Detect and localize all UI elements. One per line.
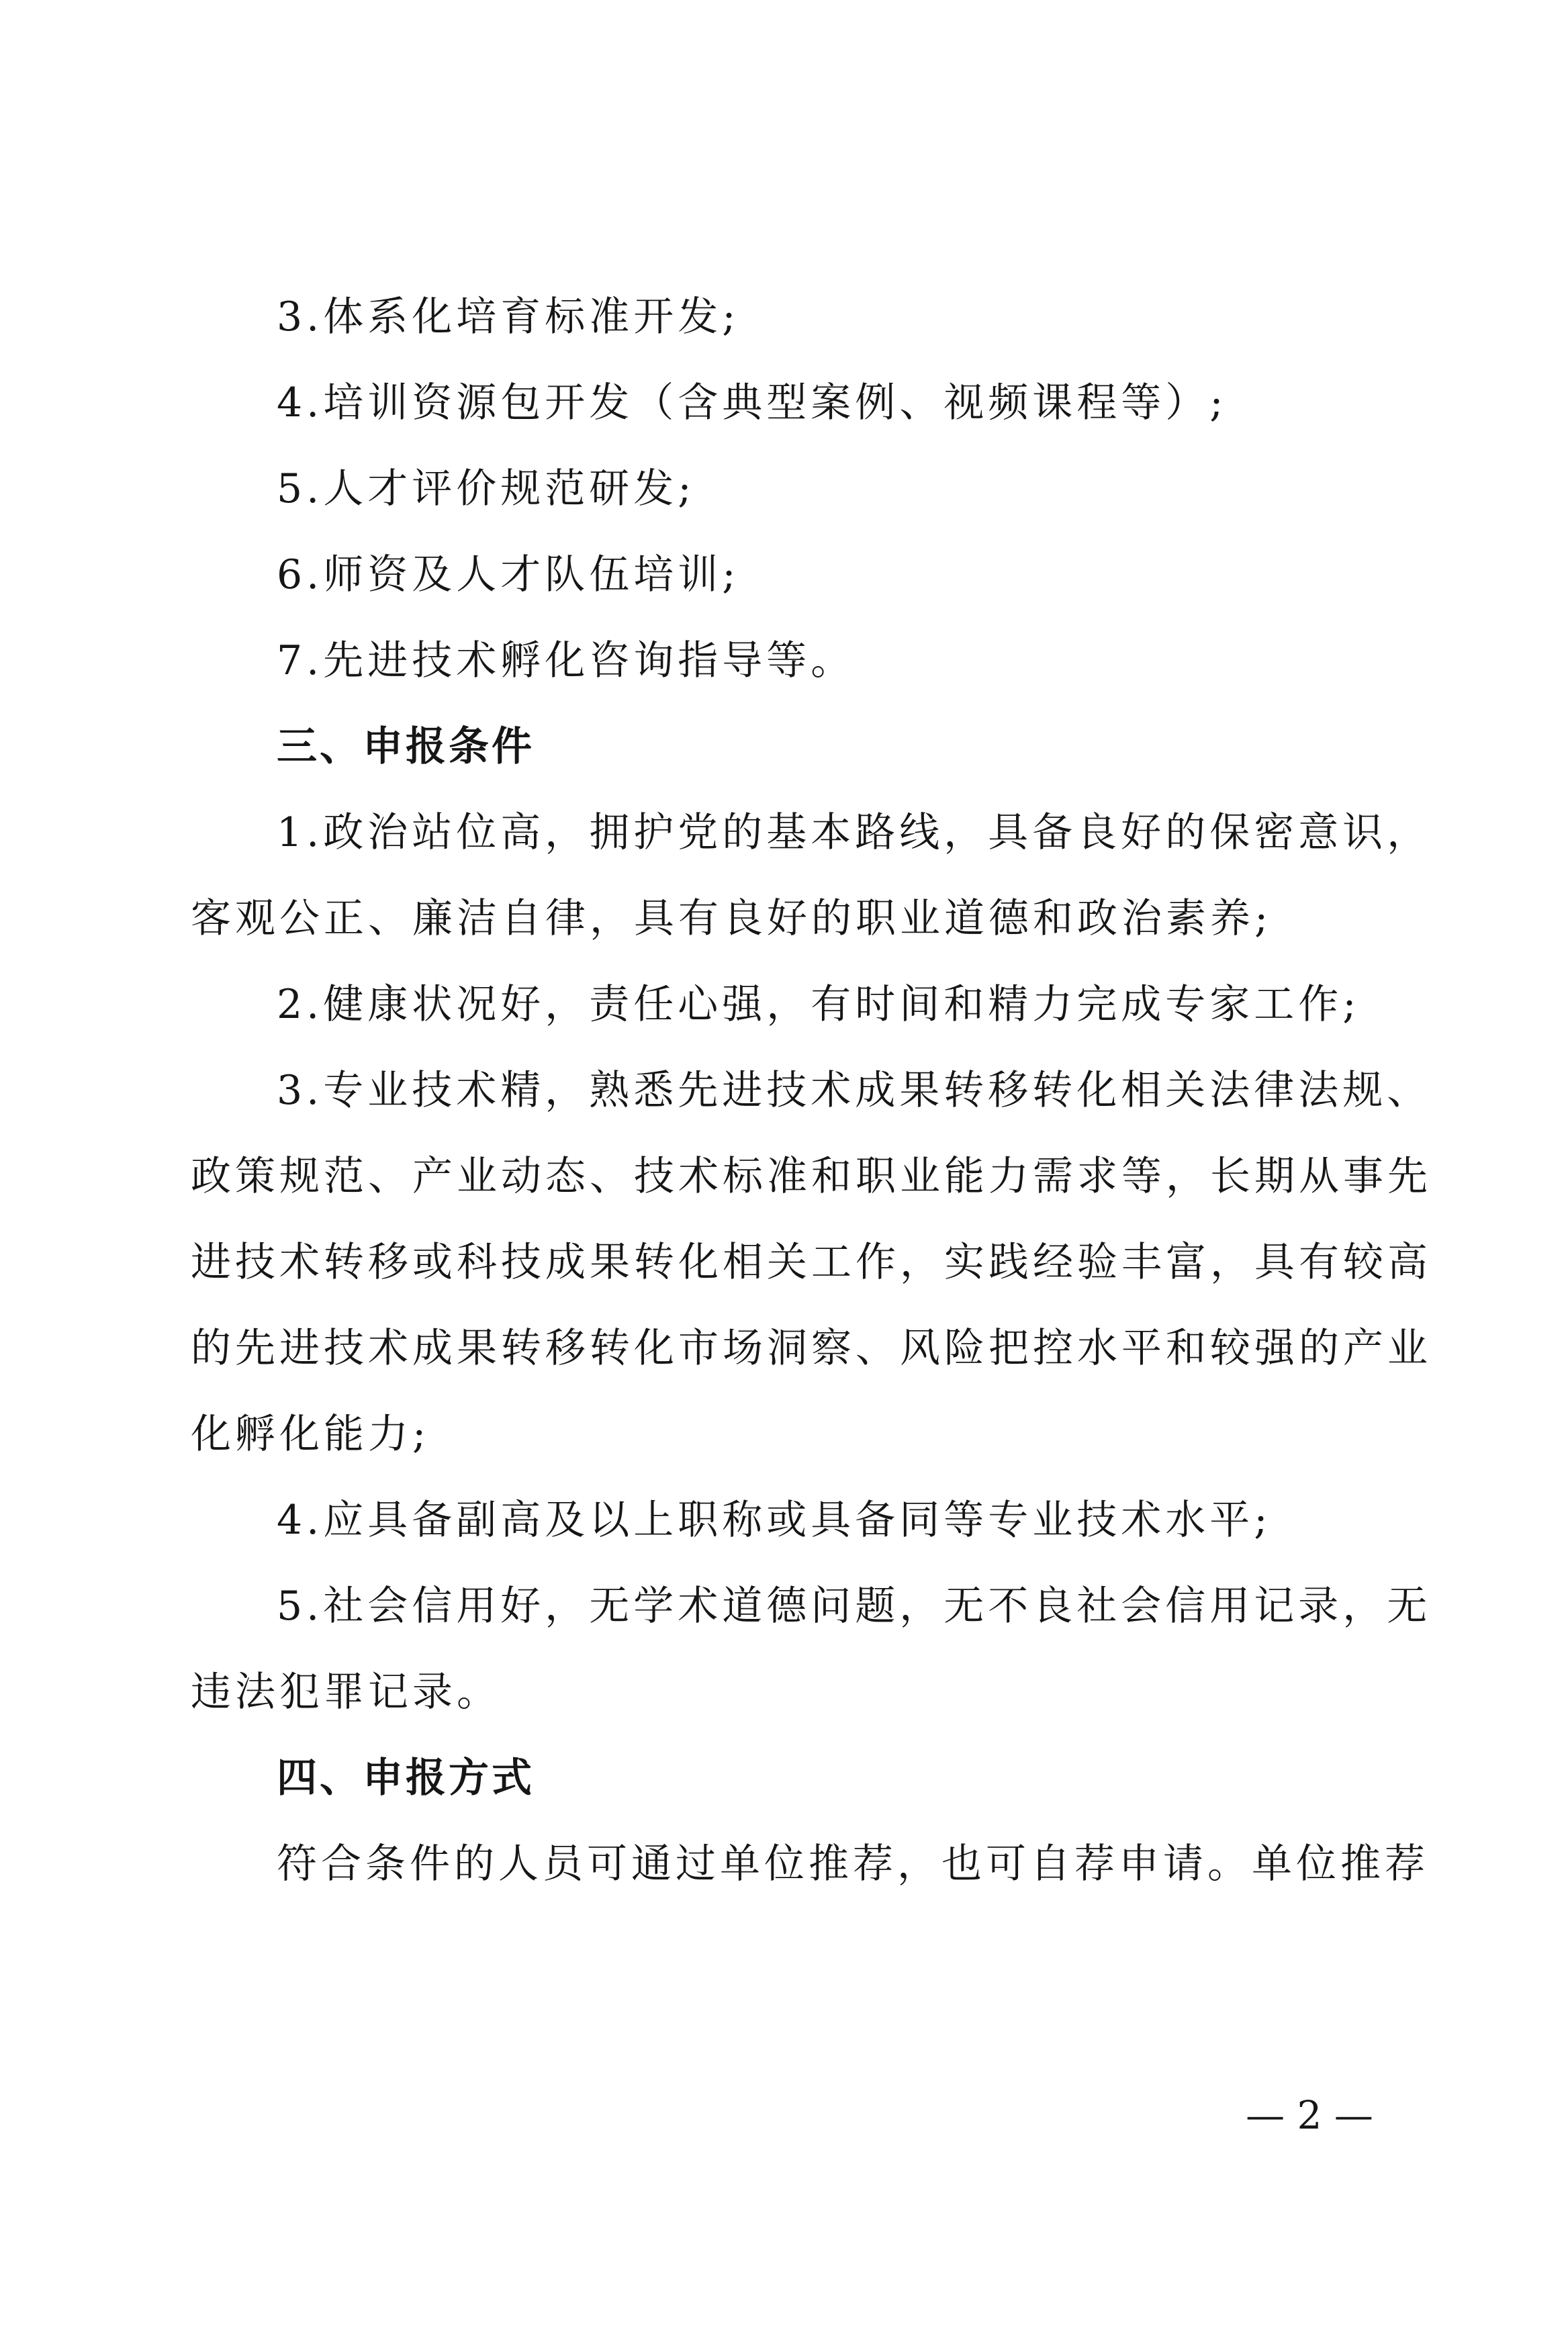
condition-1-line-1: 1.政治站位高，拥护党的基本路线，具备良好的保密意识， (277, 809, 1432, 856)
condition-4: 4.应具备副高及以上职称或具备同等专业技术水平; (277, 1497, 1272, 1544)
section-3-heading: 三、申报条件 (277, 723, 535, 770)
item-6-training: 6.师资及人才队伍培训; (277, 551, 740, 598)
application-method-line-1: 符合条件的人员可通过单位推荐，也可自荐申请。单位推荐 (277, 1841, 1429, 1888)
section-4-heading: 四、申报方式 (277, 1755, 535, 1802)
item-5-evaluation: 5.人才评价规范研发; (277, 465, 696, 512)
item-7-incubation: 7.先进技术孵化咨询指导等。 (277, 637, 856, 684)
item-3-standards: 3.体系化培育标准开发; (277, 293, 740, 340)
condition-5-line-2: 违法犯罪记录。 (191, 1669, 501, 1716)
condition-3-line-5: 化孵化能力; (191, 1411, 430, 1458)
condition-3-line-4: 的先进技术成果转移转化市场洞察、风险把控水平和较强的产业 (191, 1325, 1432, 1372)
condition-1-line-2: 客观公正、廉洁自律，具有良好的职业道德和政治素养; (191, 895, 1273, 942)
condition-5-line-1: 5.社会信用好，无学术道德问题，无不良社会信用记录，无 (277, 1583, 1432, 1630)
condition-3-line-3: 进技术转移或科技成果转化相关工作，实践经验丰富，具有较高 (191, 1239, 1432, 1286)
condition-3-line-1: 3.专业技术精，熟悉先进技术成果转移转化相关法律法规、 (277, 1067, 1432, 1114)
page-number: — 2 — (1246, 2092, 1373, 2138)
item-4-resource-pack: 4.培训资源包开发（含典型案例、视频课程等）; (277, 379, 1228, 426)
condition-2: 2.健康状况好，责任心强，有时间和精力完成专家工作; (277, 981, 1361, 1028)
condition-3-line-2: 政策规范、产业动态、技术标准和职业能力需求等，长期从事先 (191, 1153, 1432, 1200)
